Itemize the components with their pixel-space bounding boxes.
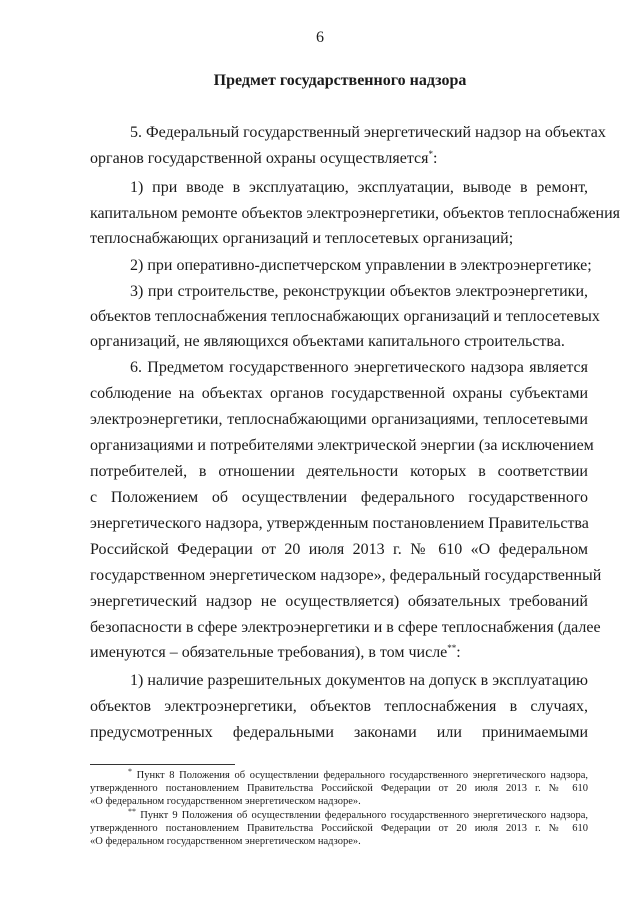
footnote-line: «О федеральном государственном энергетическом надзоре».	[90, 796, 361, 807]
text-line: капитальном ремонте объектов электроэнергетики, объектов теплоснабжения	[90, 205, 621, 222]
footnote-separator	[90, 764, 235, 765]
footnote-mark: *	[428, 149, 433, 159]
text-line: 2) при оперативно-диспетчерском управлении в электроэнергетике;	[130, 257, 592, 274]
text-line: с Положением об осуществлении федерального государственного	[90, 489, 588, 506]
text-line: государственном энергетическом надзоре», федеральный государственный	[90, 567, 602, 584]
text-line: 1) наличие разрешительных документов на допуск в эксплуатацию	[130, 672, 588, 689]
text-line: 1) при вводе в эксплуатацию, эксплуатации, выводе в ремонт,	[130, 179, 588, 196]
text-line: энергетического надзора, утвержденным постановлением Правительства	[90, 515, 589, 532]
text-line: объектов электроэнергетики, объектов теплоснабжения в случаях,	[90, 698, 588, 715]
text-line: 5. Федеральный государственный энергетический надзор на объектах	[130, 124, 606, 141]
footnote-line: утвержденного постановлением Правительства Российской Федерации от 20 июля 2013 г. № 610	[90, 823, 588, 834]
text-line: организаций, не являющихся объектами капитального строительства.	[90, 333, 565, 350]
text-line: предусмотренных федеральными законами или принимаемыми	[90, 724, 588, 741]
text-line: электроэнергетики, теплоснабжающими организациями, теплосетевыми	[90, 411, 588, 428]
text-line: потребителей, в отношении деятельности которых в соответствии	[90, 463, 588, 480]
text-line: 3) при строительстве, реконструкции объектов электроэнергетики,	[130, 283, 588, 300]
text-line: организациями и потребителями электрической энергии (за исключением	[90, 437, 594, 454]
text-line: 6. Предметом государственного энергетического надзора является	[130, 359, 588, 376]
footnote-mark: **	[447, 643, 457, 653]
text-line: энергетический надзор не осуществляется) обязательных требований	[90, 593, 588, 610]
text-line: объектов теплоснабжения теплоснабжающих организаций и теплосетевых	[90, 308, 600, 325]
text-line: именуются – обязательные требования), в том числе**:	[90, 643, 461, 661]
footnote-line: «О федеральном государственном энергетическом надзоре».	[90, 836, 361, 847]
footnote-line: утвержденного постановлением Правительства Российской Федерации от 20 июля 2013 г. № 610	[90, 783, 588, 794]
text-line: безопасности в сфере электроэнергетики и в сфере теплоснабжения (далее	[90, 619, 601, 636]
text-line: теплоснабжающих организаций и теплосетевых организаций;	[90, 230, 514, 247]
text-line: органов государственной охраны осуществляется*:	[90, 149, 438, 167]
footnote-line: * Пункт 8 Положения об осуществлении федерального государственного энергетического надзора,	[128, 767, 589, 781]
text-line: соблюдение на объектах органов государственной охраны субъектами	[90, 385, 588, 402]
footnote-line: ** Пункт 9 Положения об осуществлении федерального государственного энергетического надзора,	[128, 807, 589, 821]
text-line: Российской Федерации от 20 июля 2013 г. № 610 «О федеральном	[90, 541, 588, 558]
section-title: Предмет государственного надзора	[213, 72, 467, 89]
page-number: 6	[316, 29, 324, 46]
